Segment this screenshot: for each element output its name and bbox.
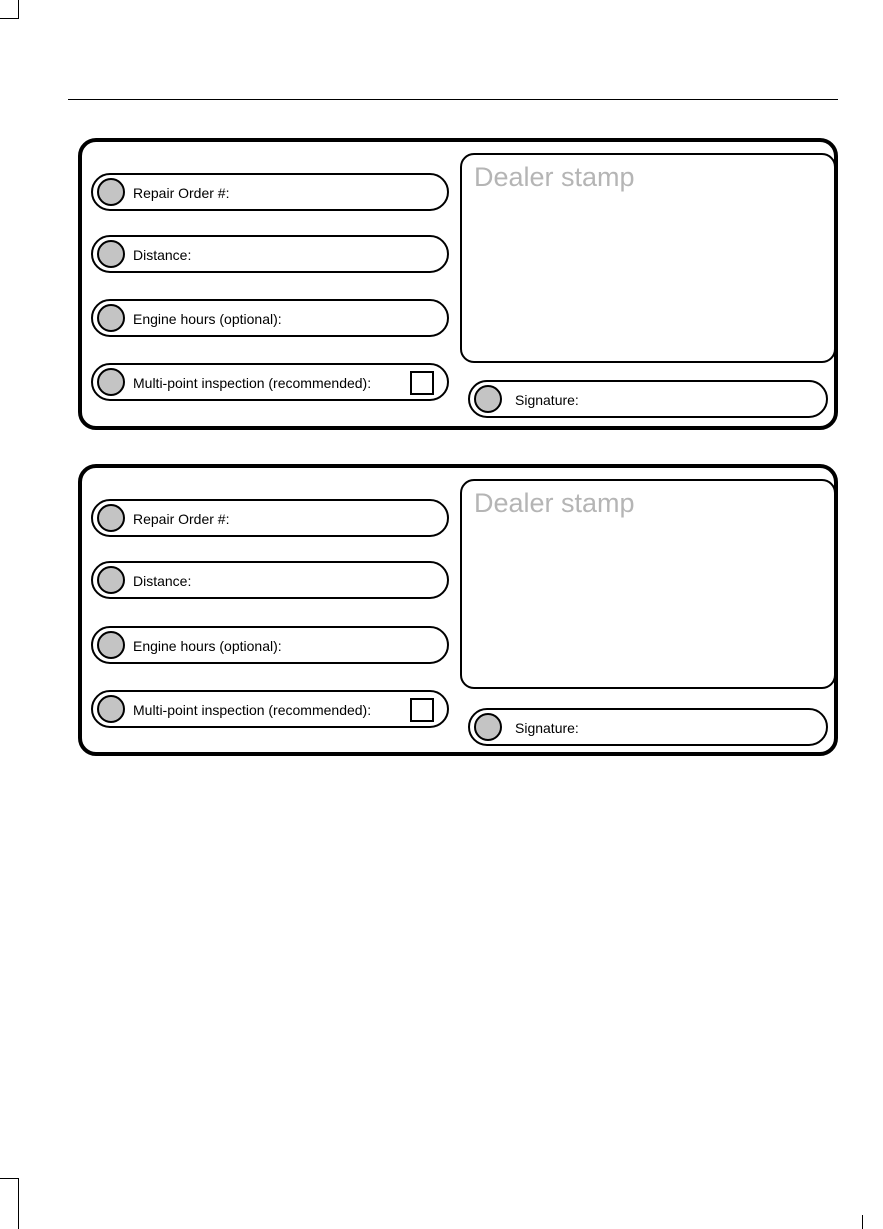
distance-label: Distance: [133,573,192,589]
field-marker-icon [97,695,125,723]
crop-mark-bottom-right-v [862,1215,863,1229]
repair-order-label: Repair Order #: [133,511,230,527]
multi-point-inspection-checkbox[interactable] [410,371,434,395]
service-record-card [78,138,838,430]
field-marker-icon [474,385,502,413]
crop-mark-top-left-h [0,18,19,19]
service-record-card [78,464,838,756]
header-rule [68,99,838,100]
distance-field[interactable] [91,235,449,273]
field-marker-icon [97,178,125,206]
field-marker-icon [97,566,125,594]
engine-hours-label: Engine hours (optional): [133,638,282,654]
repair-order-field[interactable] [91,173,449,211]
distance-field[interactable] [91,561,449,599]
multi-point-inspection-field[interactable] [91,690,449,728]
dealer-stamp-box [460,153,836,363]
field-marker-icon [97,631,125,659]
field-marker-icon [97,240,125,268]
crop-mark-bottom-left-v [18,1178,19,1229]
multi-point-inspection-checkbox[interactable] [410,698,434,722]
multi-point-inspection-label: Multi-point inspection (recommended): [133,702,372,718]
dealer-stamp-label: Dealer stamp [474,488,635,518]
engine-hours-field[interactable] [91,299,449,337]
crop-mark-top-left-v [18,0,19,18]
repair-order-label: Repair Order #: [133,185,230,201]
field-marker-icon [97,368,125,396]
multi-point-inspection-field[interactable] [91,363,449,401]
distance-label: Distance: [133,247,192,263]
signature-field[interactable] [468,380,828,418]
dealer-stamp-box [460,479,836,689]
signature-label: Signature: [515,392,579,408]
signature-label: Signature: [515,720,579,736]
engine-hours-label: Engine hours (optional): [133,311,282,327]
dealer-stamp-label: Dealer stamp [474,162,635,192]
field-marker-icon [97,304,125,332]
engine-hours-field[interactable] [91,626,449,664]
crop-mark-bottom-left-h [0,1178,19,1179]
signature-field[interactable] [468,708,828,746]
multi-point-inspection-label: Multi-point inspection (recommended): [133,375,372,391]
repair-order-field[interactable] [91,499,449,537]
field-marker-icon [474,713,502,741]
field-marker-icon [97,504,125,532]
